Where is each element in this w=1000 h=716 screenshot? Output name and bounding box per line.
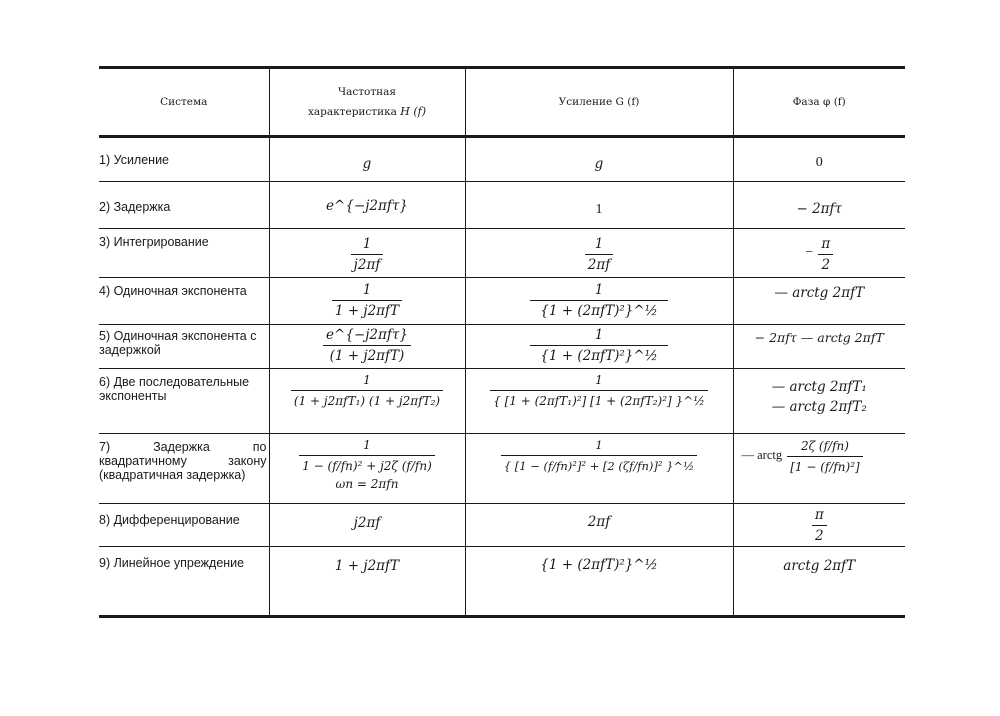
fraction: $\frac{1}{\text{(1 + j2πfT₁) (1 + j2πfT₂)}}$ [291,372,443,409]
table-row [99,369,905,434]
fraction: $\frac{1}{j2\pi f}$ [351,236,384,273]
h-cell: 1 + j2πfT [269,547,465,617]
g-cell [465,434,733,504]
g-cell: {1 + (2πfT)²}^½ [465,547,733,617]
header-gain: Усиление G (f) [465,68,733,137]
g-cell: 2πf [465,504,733,547]
fraction: $\frac{1}{2\pi f}$ [585,236,613,273]
header-frequency-response: Частотная характеристика H (f) [269,68,465,137]
phi-cell: $^{— arctg}$ $\frac{2\zeta (f/fn)}{\text{[1 − (f/fn)²]}}$ [733,434,905,504]
phi-cell: − 2πfτ — arctg 2πfT [733,325,905,369]
h-cell [269,369,465,434]
g-cell [465,325,733,369]
system-cell: 1) Усиление [99,137,269,182]
g-cell [465,369,733,434]
phi-cell: − $\frac{\pi}{2}$ [733,229,905,278]
system-cell: 5) Одиночная экспонента с задержкой [99,325,269,369]
header-system: Система [99,68,269,137]
phi-cell [733,504,905,547]
table-row [99,182,905,229]
phi-cell: 0 [733,137,905,182]
system-cell: 9) Линейное упреждение [99,547,269,617]
table-row [99,504,905,547]
fraction: $\frac{2\zeta (f/fn)}{\text{[1 − (f/fn)²]}}$ [787,438,863,475]
g-cell: 1 [465,182,733,229]
omega-note: ωn = 2πfn [335,477,399,491]
g-cell [465,229,733,278]
h-cell [269,278,465,325]
g-cell [465,278,733,325]
fraction: $\frac{\pi}{2}$ [812,507,827,544]
h-cell [269,325,465,369]
g-cell: g [465,137,733,182]
fraction: $\frac{1}{\text{\{1 + (2πfT)²\}\textasciicircum{}½}}$ [530,282,667,319]
fraction: $\frac{1}{\text{\{1 + (2πfT)²\}\textasciicircum{}½}}$ [530,327,667,364]
h-cell [269,434,465,504]
system-cell: 2) Задержка [99,182,269,229]
table-row [99,278,905,325]
h-cell: g [269,137,465,182]
h-cell: e^{−j2πfτ} [269,182,465,229]
header-h-symbol: H (f) [400,104,427,118]
fraction: $\frac{1}{\text{\{ [1 − (f/fn)²]² + [2 (ζf/fn)]² \}\textasciicircum{}½}}$ [501,437,697,474]
phi-cell: arctg 2πfT [733,547,905,617]
fraction: $\frac{1}{\text{1 − (f/fn)² + j2ζ (f/fn)}}$ [299,437,435,474]
system-cell: 8) Дифференцирование [99,504,269,547]
header-phase: Фаза φ (f) [733,68,905,137]
phi-cell: − 2πfτ [733,182,905,229]
fraction: $\frac{1}{\text{\{ [1 + (2πfT₁)²] [1 + (2πfT₂)²] \}\textasciicircum{}½}}$ [490,372,708,409]
h-cell: j2πf [269,504,465,547]
system-cell: 4) Одиночная экспонента [99,278,269,325]
fraction: $\frac{\pi}{2}$ [818,236,833,273]
table-row [99,229,905,278]
phi-cell: — arctg 2πfT [733,278,905,325]
system-cell: 7) Задержка по квадратичному закону (квадратичная задержка) [99,434,269,504]
transfer-function-table [99,66,905,618]
table-row [99,547,905,617]
table-row [99,434,905,504]
header-row [99,68,905,137]
fraction: $\frac{\text{e\textasciicircum{}\{−j2πfτ\}}}{\text{(1 + j2πfT)}}$ [323,327,411,364]
table-row [99,137,905,182]
fraction: $\frac{1}{\text{1 + j2πfT}}$ [332,282,402,319]
system-cell: 6) Две последовательные экспоненты [99,369,269,434]
h-cell [269,229,465,278]
system-cell: 3) Интегрирование [99,229,269,278]
table-row [99,325,905,369]
phi-cell: — arctg 2πfT₁ — arctg 2πfT₂ [733,369,905,434]
